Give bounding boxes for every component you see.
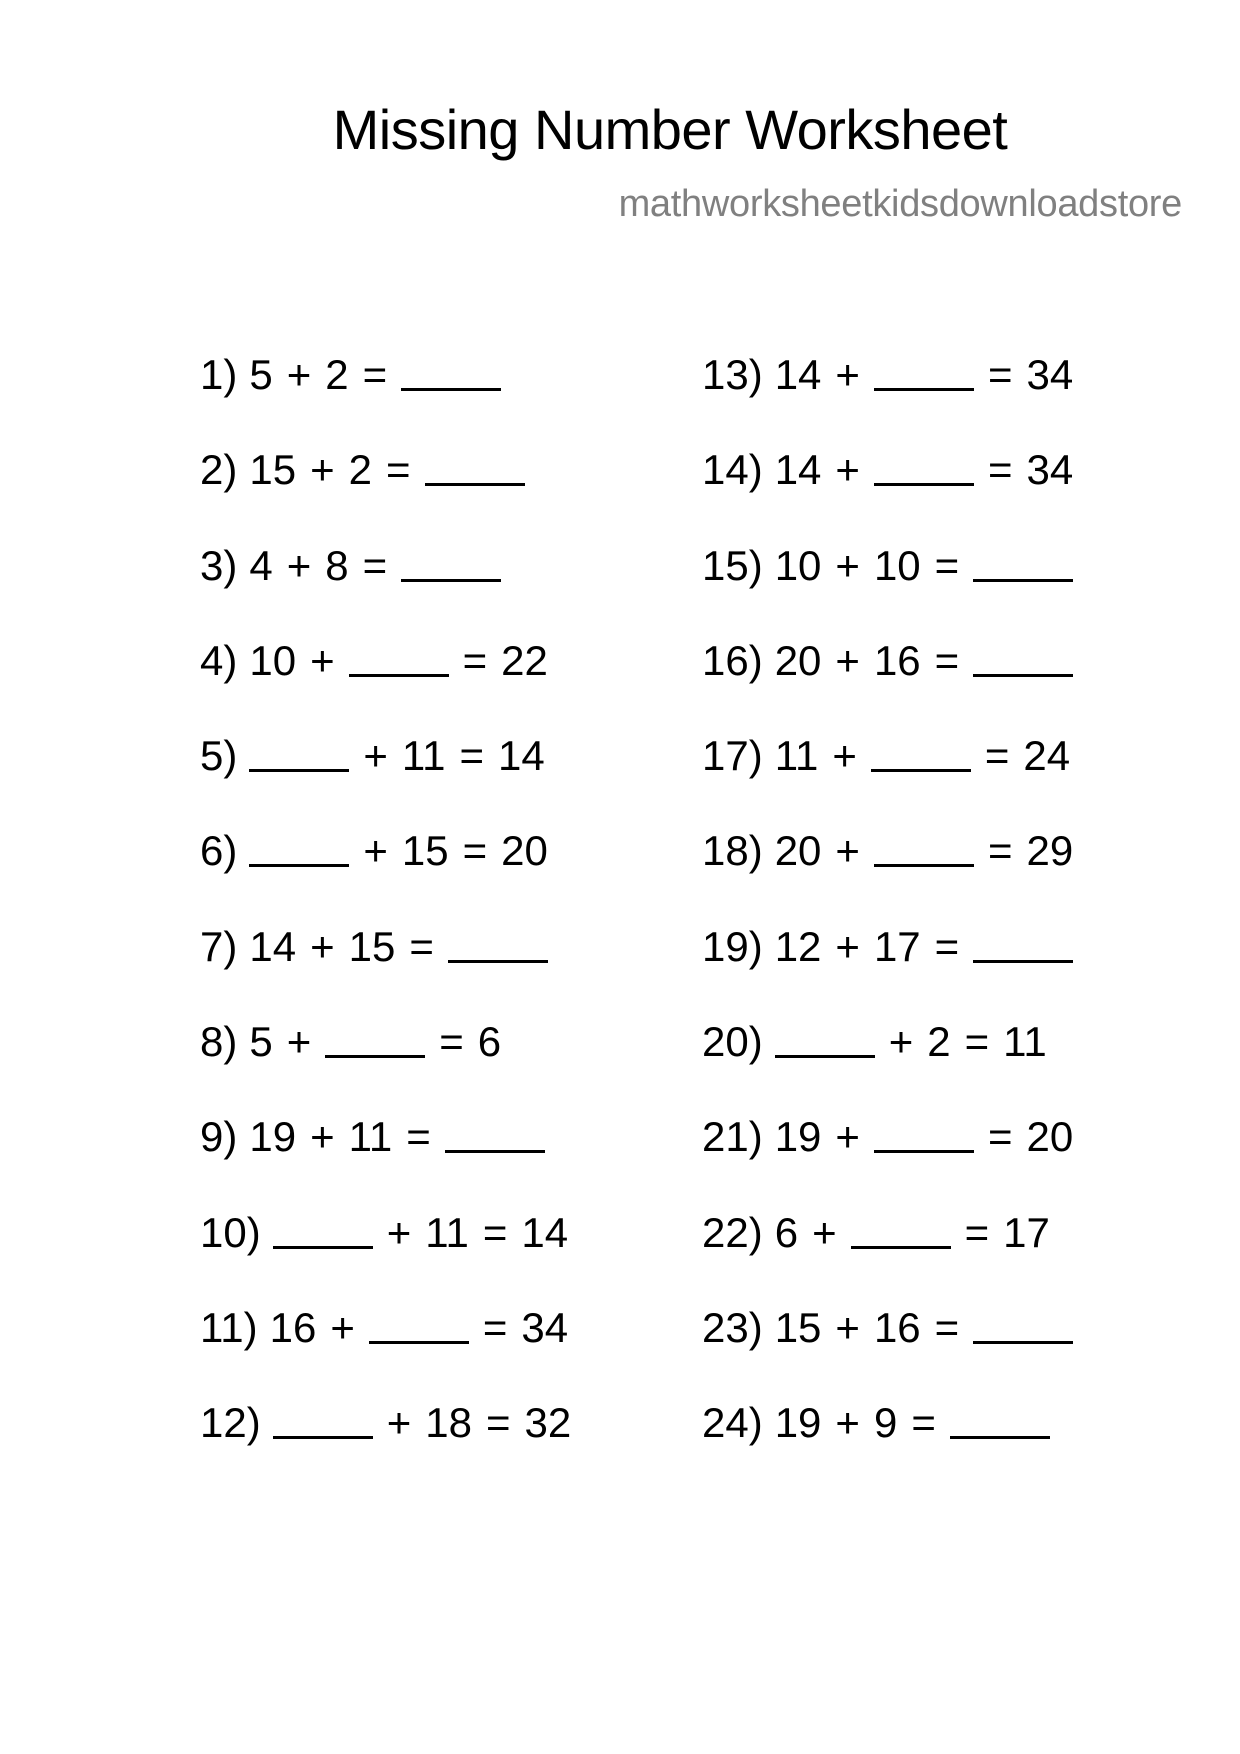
operator: + [835,1113,860,1161]
operand-a: 14 [249,922,297,970]
operand-a: 10 [249,636,297,684]
equals-sign: = [439,1018,464,1066]
problem-number: 20) [702,1018,763,1066]
problem-column-right [702,350,1087,1494]
operand-a: 5 [249,1018,273,1066]
problem-item [200,1017,585,1112]
answer-blank[interactable] [950,1436,1050,1439]
equals-sign: = [462,636,488,684]
problem-number: 1) [200,351,238,398]
answer-blank[interactable] [325,1055,425,1058]
operator: + [835,1399,860,1447]
page-title: Missing Number Worksheet [332,98,1008,161]
operand-a: 6 [774,1208,799,1256]
answer-blank[interactable] [874,483,974,486]
operand-b: 11 [401,732,446,780]
equals-sign: = [485,1399,511,1447]
operand-a: 5 [249,351,273,398]
operand-b: 17 [873,922,921,970]
problem-item [702,636,1087,731]
operand-b: 16 [873,1303,921,1351]
result: 22 [501,636,548,684]
answer-blank[interactable] [273,1246,373,1249]
equals-sign: = [934,541,960,589]
result: 20 [1026,1113,1074,1161]
operand-b: 11 [425,1208,469,1256]
problem-item [200,636,585,731]
operator: + [286,1018,312,1066]
operator: + [835,541,860,589]
result: 29 [1026,827,1074,875]
operator: + [286,541,312,589]
operand-a: 15 [774,1303,822,1351]
operand-b: 18 [425,1399,472,1447]
answer-blank[interactable] [401,388,501,391]
operand-a: 4 [249,541,273,589]
operand-a: 12 [774,922,822,970]
site-watermark: mathworksheetkidsdownloadstore [618,183,1182,225]
equals-sign: = [406,1113,431,1161]
answer-blank[interactable] [874,1150,974,1153]
operand-a: 15 [249,446,297,494]
answer-blank[interactable] [249,769,349,772]
answer-blank[interactable] [401,579,501,582]
equals-sign: = [934,1303,960,1351]
equals-sign: = [362,541,388,589]
operator: + [363,732,388,780]
answer-blank[interactable] [973,960,1073,963]
answer-blank[interactable] [874,388,974,391]
problem-item [702,350,1087,445]
operator: + [386,1208,412,1256]
result: 34 [521,1303,569,1351]
operand-b: 9 [873,1399,898,1447]
equals-sign: = [964,1018,990,1066]
operand-b: 15 [401,827,449,875]
operator: + [330,1303,355,1351]
equals-sign: = [362,351,388,398]
operator: + [386,1399,412,1447]
problem-item [702,1208,1087,1303]
operator: + [286,351,312,398]
operator: + [310,636,335,684]
problem-number: 15) [702,541,763,589]
problem-item [702,1303,1087,1398]
problem-number: 11) [200,1303,258,1351]
answer-blank[interactable] [973,579,1073,582]
operand-a: 16 [269,1303,317,1351]
operator: + [888,1018,914,1066]
answer-blank[interactable] [448,960,548,963]
answer-blank[interactable] [775,1055,875,1058]
problem-number: 23) [702,1303,763,1351]
problem-item [702,445,1087,540]
equals-sign: = [462,827,488,875]
problem-number: 14) [702,446,763,494]
equals-sign: = [482,1303,508,1351]
problem-item [200,541,585,636]
problem-number: 24) [702,1399,763,1447]
problem-number: 5) [200,732,238,780]
problem-item [702,1398,1087,1493]
operator: + [363,827,388,875]
equals-sign: = [987,351,1013,398]
problem-number: 22) [702,1208,763,1256]
problem-number: 18) [702,827,763,875]
equals-sign: = [987,1113,1013,1161]
operator: + [835,922,860,970]
problem-item [200,922,585,1017]
answer-blank[interactable] [369,1341,469,1344]
problem-number: 16) [702,636,763,684]
problem-item [200,1398,585,1493]
result: 14 [498,732,545,780]
answer-blank[interactable] [273,1436,373,1439]
answer-blank[interactable] [973,1341,1073,1344]
problem-item [200,350,585,445]
problem-item [200,1208,585,1303]
equals-sign: = [964,1208,990,1256]
problem-item [702,731,1087,826]
result: 34 [1026,446,1074,494]
problem-number: 3) [200,541,238,589]
operand-b: 2 [348,446,372,494]
result: 34 [1026,351,1074,398]
equals-sign: = [934,922,960,970]
equals-sign: = [385,446,411,494]
problem-number: 13) [702,351,763,398]
answer-blank[interactable] [445,1150,545,1153]
answer-blank[interactable] [973,674,1073,677]
problem-number: 12) [200,1399,261,1447]
operand-b: 11 [348,1113,393,1161]
problem-item [200,731,585,826]
problem-item [702,922,1087,1017]
result: 14 [521,1208,569,1256]
problem-item [702,1112,1087,1207]
problem-number: 2) [200,446,238,494]
equals-sign: = [987,827,1013,875]
equals-sign: = [459,732,485,780]
operand-b: 2 [325,351,349,398]
operand-a: 19 [774,1113,822,1161]
answer-blank[interactable] [851,1246,951,1249]
result: 6 [477,1018,502,1066]
problem-number: 7) [200,922,238,970]
operand-a: 19 [249,1113,297,1161]
operand-a: 11 [774,732,819,780]
result: 11 [1003,1018,1047,1066]
equals-sign: = [911,1399,936,1447]
operator: + [310,1113,335,1161]
equals-sign: = [984,732,1010,780]
operand-a: 19 [774,1399,822,1447]
problem-number: 21) [702,1113,763,1161]
operand-a: 14 [774,351,822,398]
problem-number: 19) [702,922,763,970]
problem-number: 6) [200,827,238,875]
operand-a: 14 [774,446,822,494]
operand-a: 20 [774,827,822,875]
problem-item [200,1112,585,1207]
operand-b: 8 [325,541,349,589]
operator: + [835,446,860,494]
problem-column-left [200,350,585,1494]
answer-blank[interactable] [871,769,971,772]
answer-blank[interactable] [349,674,449,677]
operator: + [812,1208,837,1256]
operand-b: 16 [873,636,921,684]
problem-item [702,541,1087,636]
equals-sign: = [482,1208,508,1256]
operand-a: 10 [774,541,822,589]
operand-a: 20 [774,636,822,684]
operator: + [310,922,335,970]
answer-blank[interactable] [874,864,974,867]
answer-blank[interactable] [425,483,525,486]
operator: + [835,827,860,875]
problem-number: 4) [200,636,238,684]
operator: + [835,1303,860,1351]
problem-item [200,445,585,540]
problem-number: 17) [702,732,763,780]
problem-item [200,826,585,921]
operator: + [310,446,335,494]
operand-b: 15 [348,922,396,970]
problem-number: 9) [200,1113,238,1161]
operator: + [835,351,860,398]
problem-item [200,1303,585,1398]
problem-number: 10) [200,1208,261,1256]
problem-number: 8) [200,1018,238,1066]
equals-sign: = [934,636,960,684]
operand-b: 2 [927,1018,951,1066]
result: 24 [1023,732,1071,780]
operand-b: 10 [873,541,921,589]
equals-sign: = [409,922,434,970]
problem-item [702,1017,1087,1112]
result: 32 [524,1399,572,1447]
operator: + [832,732,857,780]
equals-sign: = [987,446,1013,494]
operator: + [835,636,860,684]
answer-blank[interactable] [249,864,349,867]
result: 20 [501,827,548,875]
result: 17 [1003,1208,1050,1256]
problem-item [702,826,1087,921]
